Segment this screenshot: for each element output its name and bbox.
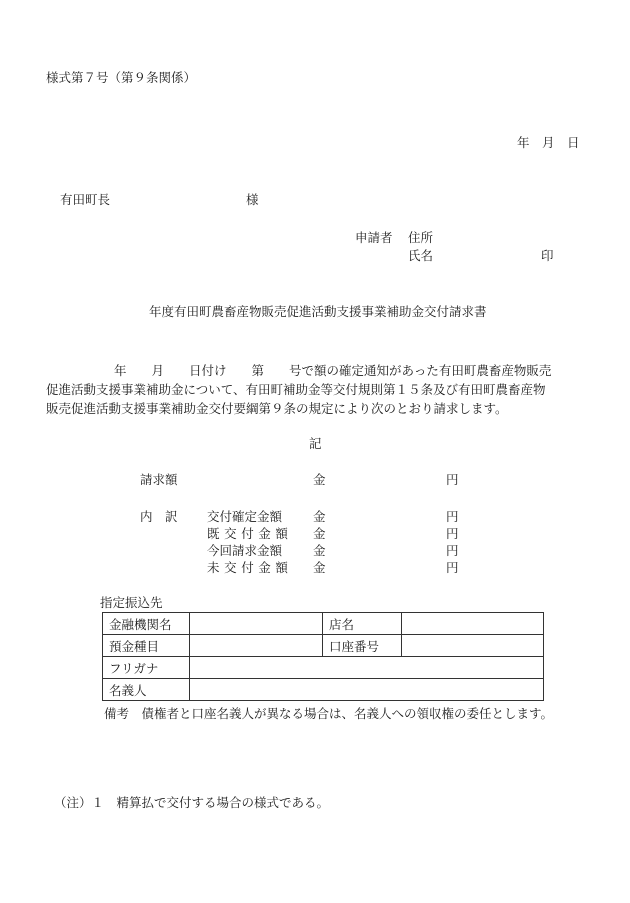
ki-mark: 記 bbox=[309, 436, 322, 451]
seal-mark: 印 bbox=[541, 248, 554, 263]
applicant-address-label: 住所 bbox=[408, 230, 434, 245]
holder-field[interactable] bbox=[190, 679, 544, 701]
document-title: 年度有田町農畜産物販売促進活動支援事業補助金交付請求書 bbox=[149, 304, 487, 319]
claim-yen: 円 bbox=[446, 472, 459, 487]
bank-account-table bbox=[102, 612, 544, 701]
breakdown-yen: 円 bbox=[446, 543, 459, 558]
account-type-label: 預金種目 bbox=[103, 635, 190, 657]
breakdown-kin: 金 bbox=[313, 509, 326, 524]
table-row bbox=[103, 679, 544, 701]
body-line-1: 年 月 日付け 第 号で額の確定通知があった有田町農畜産物販売 bbox=[114, 363, 552, 378]
branch-field[interactable] bbox=[402, 613, 544, 635]
branch-label: 店名 bbox=[323, 613, 402, 635]
table-row bbox=[103, 635, 544, 657]
applicant-label: 申請者 bbox=[355, 230, 393, 245]
breakdown-yen: 円 bbox=[446, 526, 459, 541]
breakdown-yen: 円 bbox=[446, 560, 459, 575]
furigana-field[interactable] bbox=[190, 657, 544, 679]
remark: 備考 債権者と口座名義人が異なる場合は、名義人への領収権の委任とします。 bbox=[104, 706, 554, 721]
footnote: （注）１ 精算払で交付する場合の様式である。 bbox=[54, 795, 330, 810]
breakdown-label: 内 訳 bbox=[140, 509, 178, 524]
table-row bbox=[103, 657, 544, 679]
form-number: 様式第７号（第９条関係） bbox=[46, 70, 197, 85]
claim-kin: 金 bbox=[313, 472, 326, 487]
addressee-honorific: 様 bbox=[246, 192, 259, 207]
institution-label: 金融機関名 bbox=[103, 613, 190, 635]
breakdown-item: 交付確定金額 bbox=[207, 509, 283, 524]
holder-label: 名義人 bbox=[103, 679, 190, 701]
furigana-label: フリガナ bbox=[103, 657, 190, 679]
breakdown-kin: 金 bbox=[313, 543, 326, 558]
claim-label: 請求額 bbox=[140, 472, 178, 487]
bank-heading: 指定振込先 bbox=[100, 595, 163, 610]
table-row bbox=[103, 613, 544, 635]
breakdown-yen: 円 bbox=[446, 509, 459, 524]
breakdown-item: 既交付金額 bbox=[207, 526, 293, 541]
breakdown-kin: 金 bbox=[313, 526, 326, 541]
body-line-3: 販売促進活動支援事業補助金交付要綱第９条の規定により次のとおり請求します。 bbox=[46, 401, 508, 416]
body-line-2: 促進活動支援事業補助金について、有田町補助金等交付規則第１５条及び有田町農畜産物 bbox=[46, 382, 546, 397]
institution-field[interactable] bbox=[190, 613, 323, 635]
account-number-label: 口座番号 bbox=[323, 635, 402, 657]
account-type-field[interactable] bbox=[190, 635, 323, 657]
applicant-name-label: 氏名 bbox=[408, 248, 434, 263]
breakdown-kin: 金 bbox=[313, 560, 326, 575]
addressee-mayor: 有田町長 bbox=[60, 192, 111, 207]
date-line: 年 月 日 bbox=[517, 135, 580, 150]
breakdown-item: 今回請求金額 bbox=[207, 543, 283, 558]
account-number-field[interactable] bbox=[402, 635, 544, 657]
breakdown-item: 未交付金額 bbox=[207, 560, 293, 575]
